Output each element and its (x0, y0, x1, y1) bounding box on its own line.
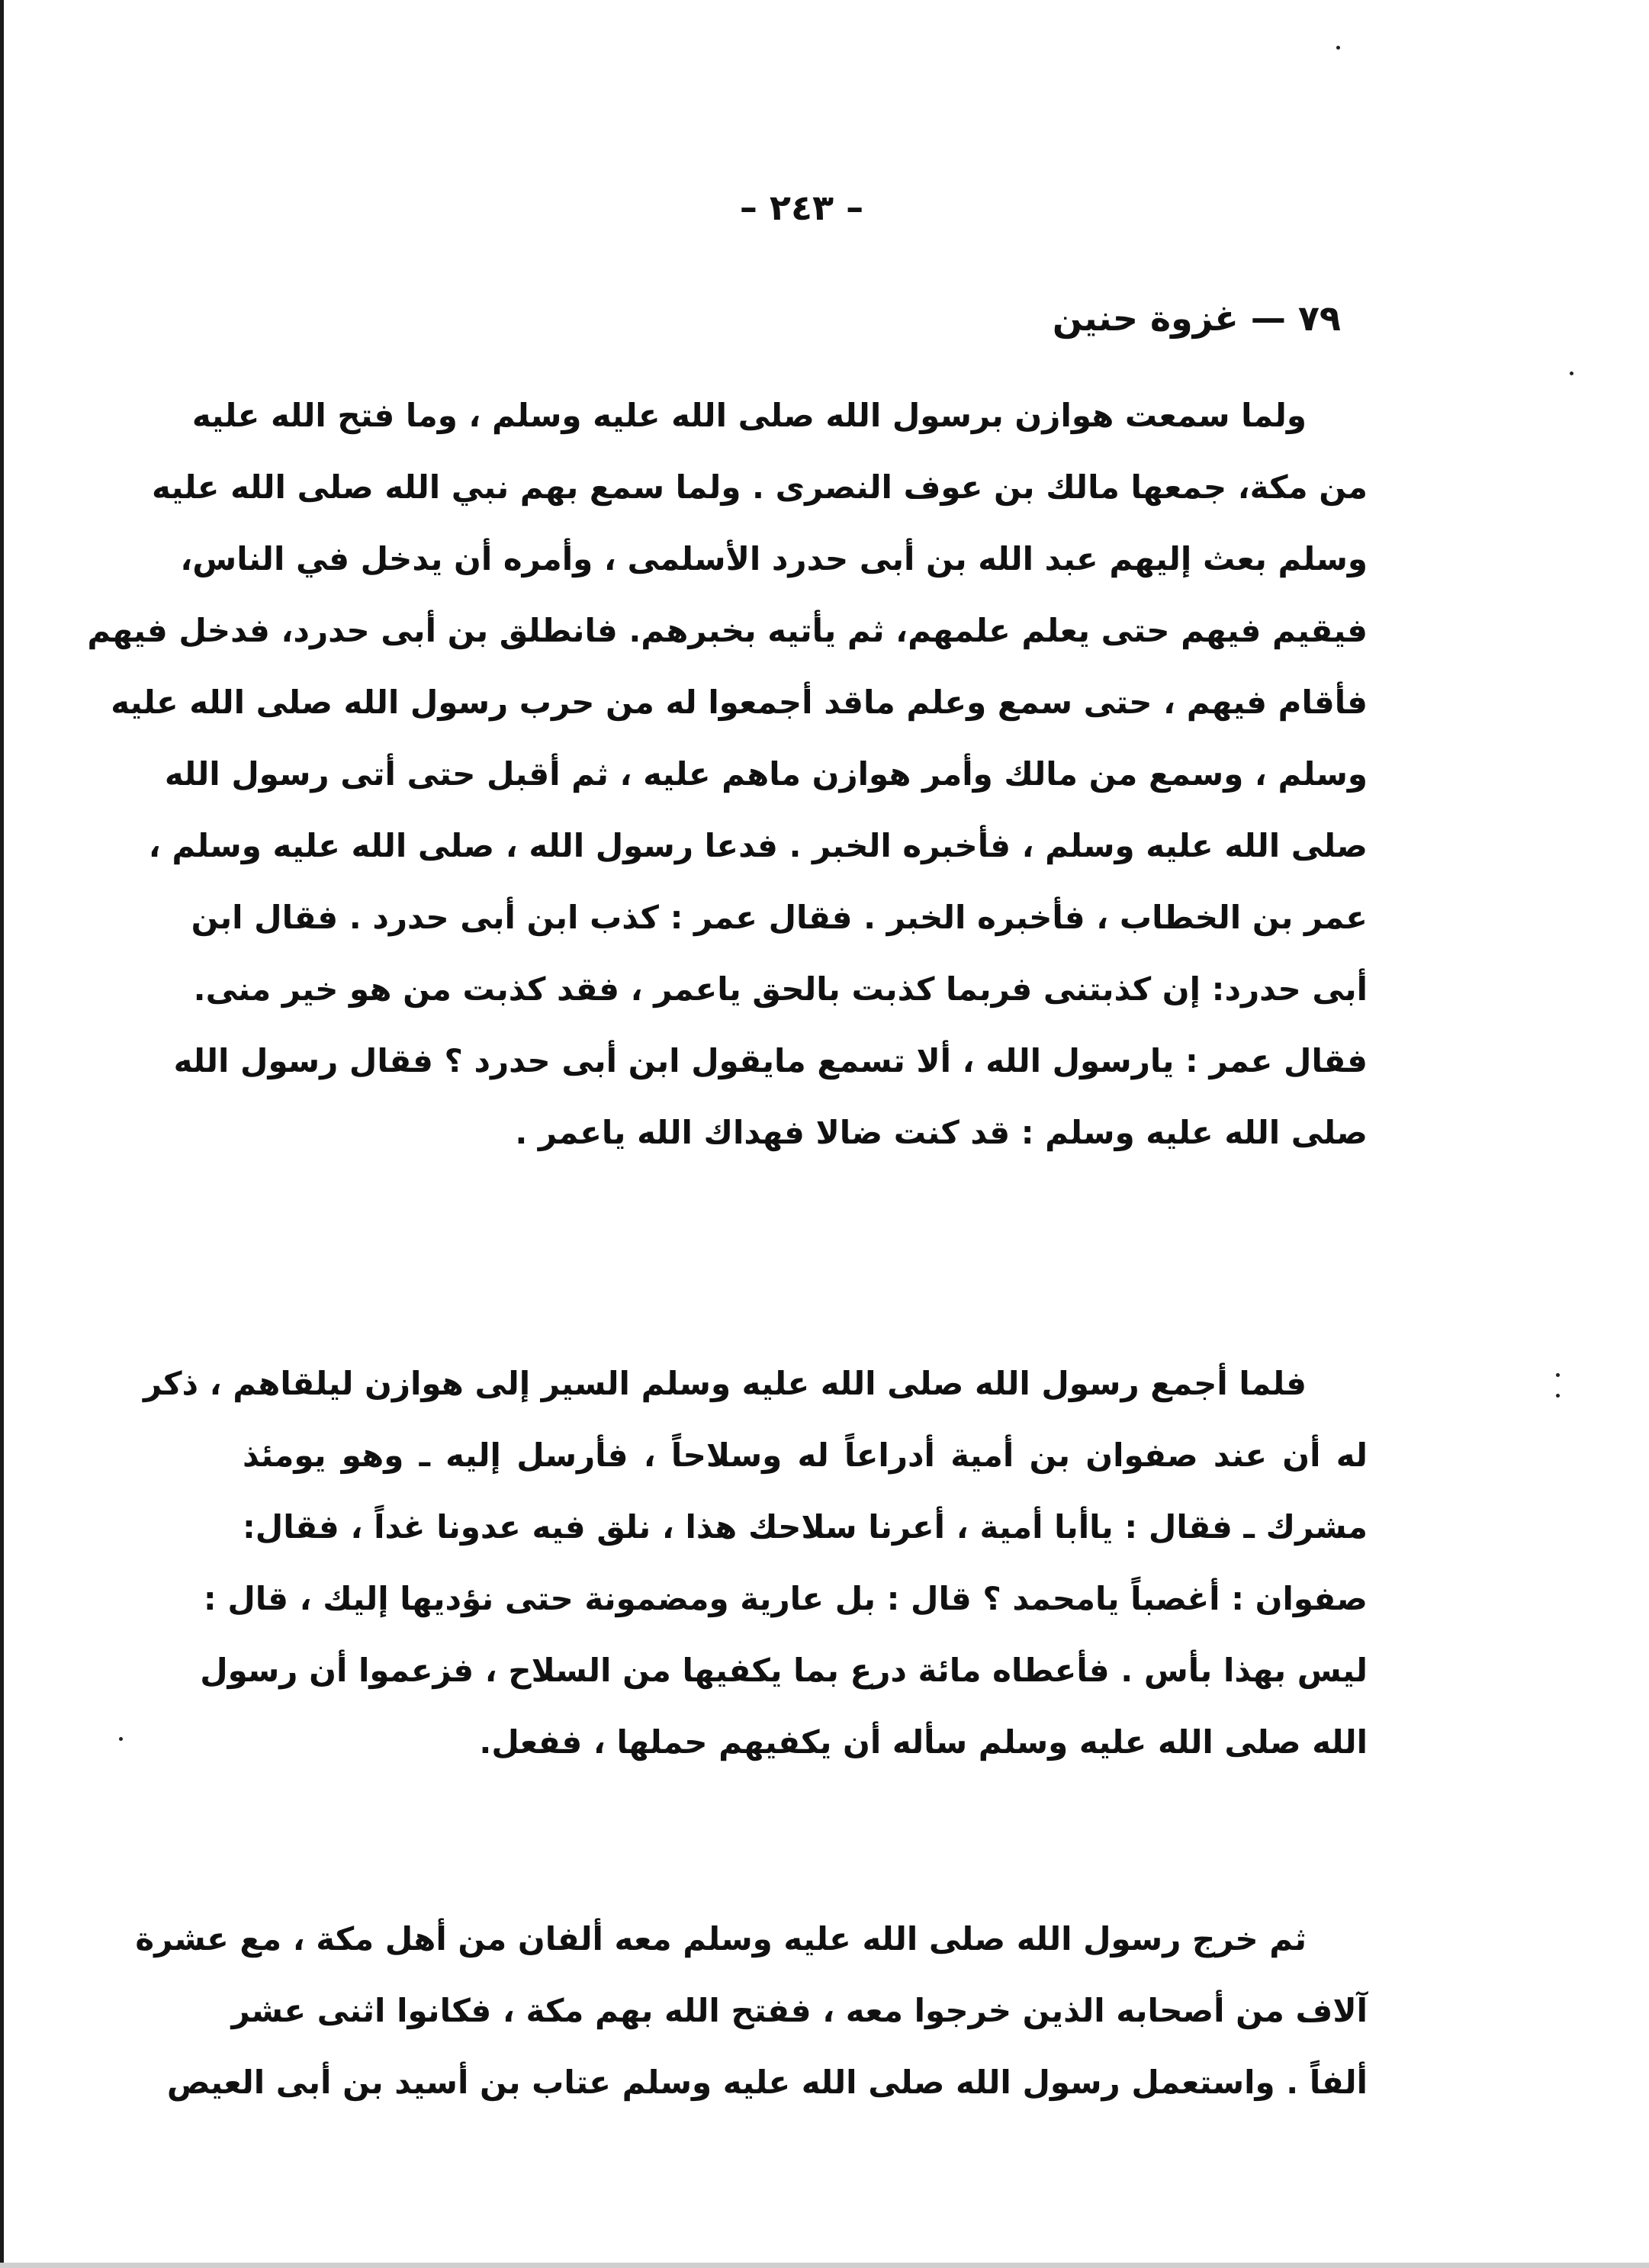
text-line: فيقيم فيهم حتى يعلم علمهم، ثم يأتيه بخبرهم. فانطلق بن أبى حدرد، فدخل فيهم (87, 612, 1368, 649)
text-line: ولما سمعت هوازن برسول الله صلى الله عليه وسلم ، وما فتح الله عليه (191, 397, 1307, 434)
text-line: عمر بن الخطاب ، فأخبره الخبر . فقال عمر : كذب ابن أبى حدرد . فقال ابن (191, 899, 1368, 936)
scan-speck (119, 1737, 123, 1741)
text-line: الله صلى الله عليه وسلم سأله أن يكفيهم حملها ، ففعل. (479, 1723, 1368, 1761)
text-line: صلى الله عليه وسلم : قد كنت ضالا فهداك الله ياعمر . (515, 1114, 1368, 1151)
text-line: فقال عمر : يارسول الله ، ألا تسمع مايقول ابن أبى حدرد ؟ فقال رسول الله (173, 1042, 1368, 1079)
text-line: وسلم ، وسمع من مالك وأمر هوازن ماهم عليه ، ثم أقبل حتى أتى رسول الله (164, 755, 1368, 793)
text-line: صلى الله عليه وسلم ، فأخبره الخبر . فدعا رسول الله ، صلى الله عليه وسلم ، (148, 827, 1368, 864)
paragraph (87, 380, 1368, 1169)
text-line: فلما أجمع رسول الله صلى الله عليه وسلم السير إلى هوازن ليلقاهم ، ذكر (143, 1365, 1307, 1402)
text-line: أبى حدرد: إن كذبتنى فربما كذبت بالحق ياعمر ، فقد كذبت من هو خير منى. (193, 970, 1368, 1008)
text-line: ليس بهذا بأس . فأعطاه مائة درع بما يكفيها من السلاح ، فزعموا أن رسول (200, 1652, 1368, 1689)
text-line: ألفاً . واستعمل رسول الله صلى الله عليه وسلم عتاب بن أسيد بن أبى العيص (166, 2064, 1368, 2101)
text-line: ثم خرج رسول الله صلى الله عليه وسلم معه ألفان من أهل مكة ، مع عشرة (135, 1920, 1307, 1958)
text-line: له أن عند صفوان بن أمية أدراعاً له وسلاحاً ، فأرسل إليه ـ وهو يومئذ (243, 1436, 1368, 1474)
text-line: صفوان : أغصباً يامحمد ؟ قال : بل عارية ومضمونة حتى نؤديها إليك ، قال : (203, 1580, 1368, 1617)
paragraph (143, 1348, 1368, 1778)
scan-speck (1556, 1394, 1560, 1398)
scan-speck (1336, 46, 1340, 50)
text-line: من مكة، جمعها مالك بن عوف النصرى . ولما سمع بهم نبي الله صلى الله عليه (152, 468, 1368, 506)
scan-speck (1556, 1373, 1560, 1377)
text-line: آلاف من أصحابه الذين خرجوا معه ، ففتح الله بهم مكة ، فكانوا اثنى عشر (231, 1992, 1368, 2029)
scan-left-edge (0, 0, 4, 2268)
text-line: مشرك ـ فقال : ياأبا أمية ، أعرنا سلاحك هذا ، نلق فيه عدونا غداً ، فقال: (243, 1508, 1368, 1546)
section-heading: ٧٩ — غزوة حنين (1052, 298, 1341, 339)
page-number: – ٢٤٣ – (739, 187, 864, 228)
text-line: فأقام فيهم ، حتى سمع وعلم ماقد أجمعوا له من حرب رسول الله صلى الله عليه (111, 684, 1368, 721)
paragraph (135, 1903, 1368, 2118)
scan-bottom-edge (0, 2263, 1649, 2268)
text-line: وسلم بعث إليهم عبد الله بن أبى حدرد الأسلمى ، وأمره أن يدخل في الناس، (180, 540, 1368, 577)
scan-speck (1570, 372, 1573, 375)
